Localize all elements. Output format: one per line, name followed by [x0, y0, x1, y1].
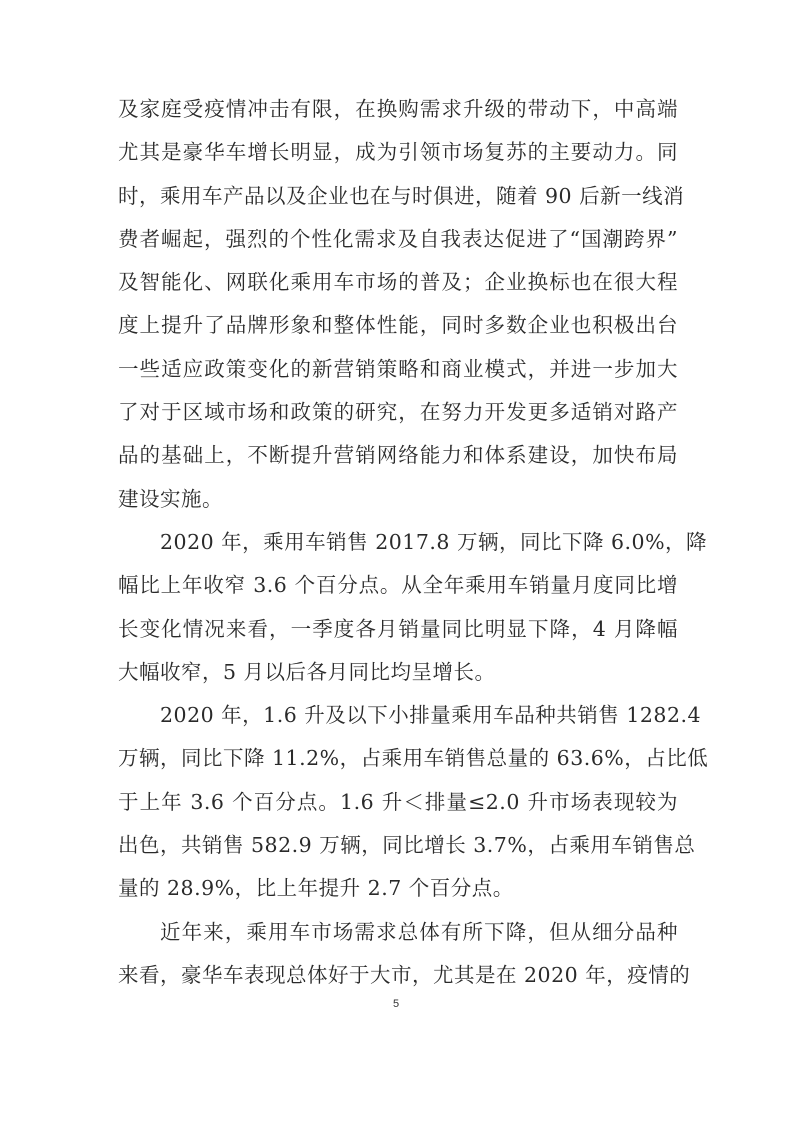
paragraph-4 — [118, 911, 691, 998]
paragraph-3 — [118, 694, 709, 910]
text-line: 2020 年，乘用车销售 2017.8 万辆，同比下降 6.0%，降 — [160, 529, 708, 554]
text-line: 2020 年，1.6 升及以下小排量乘用车品种共销售 1282.4 — [160, 703, 702, 728]
text-line: 量的 28.9%，比上年提升 2.7 个百分点。 — [118, 876, 514, 901]
text-line: 尤其是豪华车增长明显，成为引领市场复苏的主要动力。同 — [118, 140, 678, 165]
text-line: 了对于区域市场和政策的研究，在努力开发更多适销对路产 — [118, 400, 678, 425]
text-line: 近年来，乘用车市场需求总体有所下降，但从细分品种 — [160, 919, 678, 944]
paragraph-2 — [118, 521, 708, 694]
text-line: 来看，豪华车表现总体好于大市，尤其是在 2020 年，疫情的 — [118, 962, 691, 987]
text-line: 出色，共销售 582.9 万辆，同比增长 3.7%，占乘用车销售总 — [118, 833, 696, 858]
page-number: 5 — [392, 998, 400, 1010]
text-line: 幅比上年收窄 3.6 个百分点。从全年乘用车销量月度同比增 — [118, 573, 678, 598]
paragraph-1 — [118, 88, 685, 521]
text-line: 度上提升了品牌形象和整体性能，同时多数企业也积极出台 — [118, 313, 678, 338]
text-line: 于上年 3.6 个百分点。1.6 升＜排量≤2.0 升市场表现较为 — [118, 789, 678, 814]
text-line: 费者崛起，强烈的个性化需求及自我表达促进了“国潮跨界” — [118, 226, 678, 251]
text-line: 长变化情况来看，一季度各月销量同比明显下降，4 月降幅 — [118, 616, 678, 641]
text-line: 时，乘用车产品以及企业也在与时俱进，随着 90 后新一线消 — [118, 183, 685, 208]
text-line: 大幅收窄，5 月以后各月同比均呈增长。 — [118, 659, 496, 684]
text-line: 及智能化、网联化乘用车市场的普及；企业换标也在很大程 — [118, 270, 678, 295]
text-line: 万辆，同比下降 11.2%，占乘用车销售总量的 63.6%，占比低 — [118, 746, 709, 771]
text-line: 一些适应政策变化的新营销策略和商业模式，并进一步加大 — [118, 356, 678, 381]
body-text — [118, 88, 709, 997]
text-line: 建设实施。 — [118, 486, 223, 511]
text-line: 及家庭受疫情冲击有限，在换购需求升级的带动下，中高端 — [118, 97, 678, 121]
text-line: 品的基础上，不断提升营销网络能力和体系建设，加快布局 — [118, 443, 678, 468]
